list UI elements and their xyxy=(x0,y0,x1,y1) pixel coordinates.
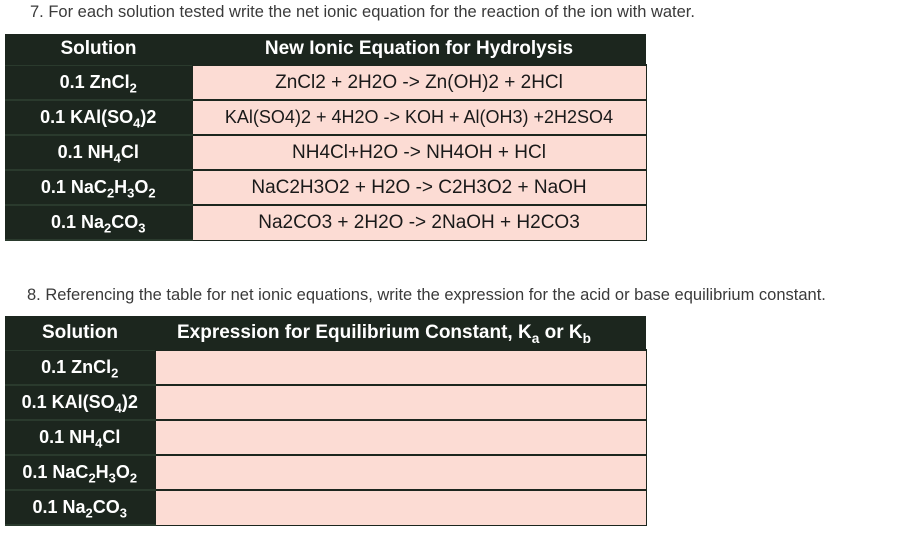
expression-column-header: Expression for Equilibrium Constant, $K_a$ or $K_b$ xyxy=(155,316,646,350)
solution-cell: 0.1 $KAl(SO_4)2$ xyxy=(5,385,155,420)
equation-cell[interactable]: ZnCl2 + 2H2O -> Zn(OH)2 + 2HCl xyxy=(192,65,646,100)
table-row xyxy=(5,490,646,525)
expression-cell[interactable] xyxy=(155,455,646,490)
expression-cell[interactable] xyxy=(155,490,646,525)
solution-cell: 0.1 $Na_2CO_3$ xyxy=(5,490,155,525)
expression-cell[interactable] xyxy=(155,350,646,385)
table-row xyxy=(5,455,646,490)
equation-cell[interactable]: NH4Cl+H2O -> NH4OH + HCl xyxy=(192,135,646,170)
table-row xyxy=(5,100,646,135)
table-row xyxy=(5,420,646,455)
hydrolysis-table xyxy=(5,34,647,241)
equation-cell[interactable]: NaC2H3O2 + H2O -> C2H3O2 + NaOH xyxy=(192,170,646,205)
table-header-row xyxy=(5,34,646,65)
solution-column-header: Solution xyxy=(5,34,192,65)
expression-cell[interactable] xyxy=(155,385,646,420)
solution-cell: 0.1 $NaC_2H_3O_2$ xyxy=(5,170,192,205)
table-row xyxy=(5,135,646,170)
solution-cell: 0.1 $NH_4Cl$ xyxy=(5,420,155,455)
question-8-text: 8. Referencing the table for net ionic equations, write the expression for the acid or base equilibrium constant. xyxy=(27,286,826,304)
equation-cell[interactable]: Na2CO3 + 2H2O -> 2NaOH + H2CO3 xyxy=(192,205,646,240)
equation-cell[interactable]: KAl(SO4)2 + 4H2O -> KOH + Al(OH3) +2H2SO4 xyxy=(192,100,646,135)
question-7-text: 7. For each solution tested write the net ionic equation for the reaction of the ion with water. xyxy=(30,3,695,21)
table-header-row xyxy=(5,316,646,350)
table-row xyxy=(5,205,646,240)
table-row xyxy=(5,65,646,100)
solution-cell: 0.1 $KAl(SO_4)2$ xyxy=(5,100,192,135)
table-row xyxy=(5,350,646,385)
solution-cell: 0.1 $NaC_2H_3O_2$ xyxy=(5,455,155,490)
solution-cell: 0.1 ZnCl$_2$ xyxy=(5,350,155,385)
solution-column-header: Solution xyxy=(5,316,155,350)
solution-cell: 0.1 ZnCl$_2$ xyxy=(5,65,192,100)
solution-cell: 0.1 $Na_2CO_3$ xyxy=(5,205,192,240)
table-row xyxy=(5,385,646,420)
equilibrium-constant-table xyxy=(5,316,647,526)
equation-column-header: New Ionic Equation for Hydrolysis xyxy=(192,34,646,65)
solution-cell: 0.1 $NH_4Cl$ xyxy=(5,135,192,170)
expression-cell[interactable] xyxy=(155,420,646,455)
table-row xyxy=(5,170,646,205)
